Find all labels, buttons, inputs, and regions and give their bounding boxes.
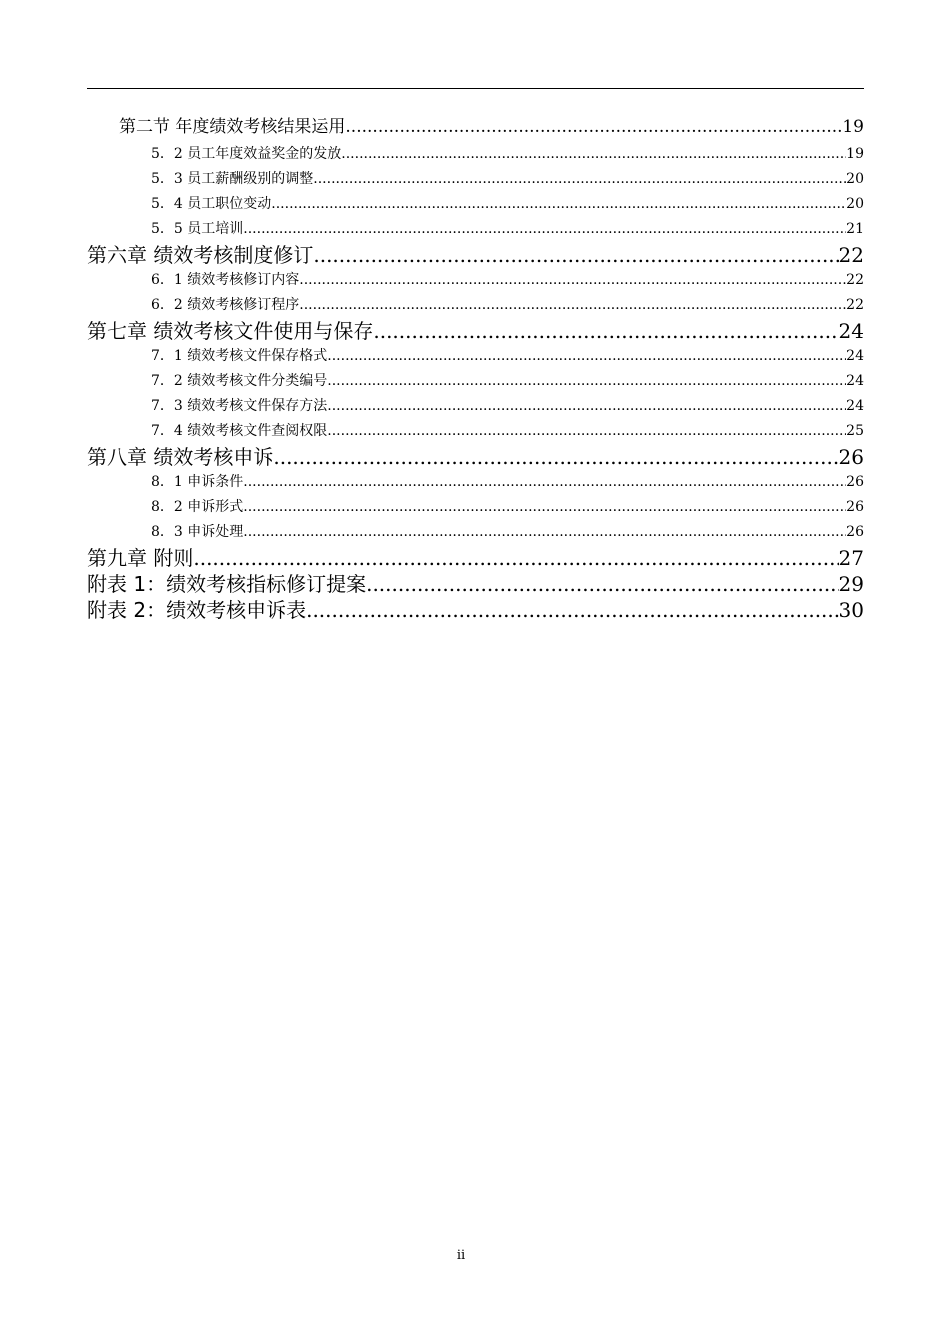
toc-dot-leader <box>243 217 846 242</box>
toc-dot-leader <box>306 597 838 623</box>
toc-entry-page-number: 19 <box>842 117 864 137</box>
toc-entry-label: 7．4 绩效考核文件查阅权限 <box>151 423 328 439</box>
toc-entry-page-number: 30 <box>838 598 864 622</box>
toc-entry-sub[interactable] <box>87 293 864 318</box>
toc-dot-leader <box>345 112 842 142</box>
toc-entry-sub[interactable] <box>87 394 864 419</box>
toc-entry-sub[interactable] <box>87 369 864 394</box>
toc-entry-label: 8．3 申诉处理 <box>151 524 244 540</box>
toc-entry-label: 5．3 员工薪酬级别的调整 <box>151 171 314 187</box>
toc-entry-label: 7．3 绩效考核文件保存方法 <box>151 398 328 414</box>
toc-dot-leader <box>313 242 838 268</box>
toc-entry-label: 7．2 绩效考核文件分类编号 <box>151 373 328 389</box>
toc-entry-page-number: 22 <box>846 297 864 313</box>
toc-entry-chapter[interactable] <box>87 545 864 571</box>
toc-dot-leader <box>299 293 846 318</box>
toc-dot-leader <box>243 520 846 545</box>
toc-entry-page-number: 24 <box>838 319 864 343</box>
toc-entry-sub[interactable] <box>87 192 864 217</box>
toc-dot-leader <box>299 268 846 293</box>
toc-entry-page-number: 20 <box>846 171 864 187</box>
toc-entry-page-number: 20 <box>846 196 864 212</box>
toc-entry-page-number: 21 <box>846 221 864 237</box>
toc-dot-leader <box>327 419 846 444</box>
toc-entry-label: 附表 1：绩效考核指标修订提案 <box>87 572 367 596</box>
toc-dot-leader <box>243 470 846 495</box>
toc-entry-sub[interactable] <box>87 142 864 167</box>
toc-entry-sub[interactable] <box>87 268 864 293</box>
toc-entry-label: 5．2 员工年度效益奖金的发放 <box>151 146 342 162</box>
toc-dot-leader <box>327 369 846 394</box>
toc-entry-page-number: 26 <box>846 474 864 490</box>
toc-entry-label: 7．1 绩效考核文件保存格式 <box>151 348 328 364</box>
toc-entry-sub[interactable] <box>87 419 864 444</box>
toc-dot-leader <box>313 167 846 192</box>
toc-entry-section[interactable] <box>87 112 864 142</box>
toc-entry-label: 第七章 绩效考核文件使用与保存 <box>87 319 374 343</box>
toc-entry-label: 第八章 绩效考核申诉 <box>87 445 274 469</box>
toc-dot-leader <box>366 571 838 597</box>
toc-entry-page-number: 27 <box>838 546 864 570</box>
toc-dot-leader <box>327 394 846 419</box>
toc-entry-label: 8．2 申诉形式 <box>151 499 244 515</box>
toc-dot-leader <box>327 344 846 369</box>
toc-entry-page-number: 22 <box>846 272 864 288</box>
header-rule <box>87 88 864 89</box>
toc-entry-label: 附表 2：绩效考核申诉表 <box>87 598 307 622</box>
toc-entry-page-number: 24 <box>846 398 864 414</box>
toc-entry-label: 第六章 绩效考核制度修订 <box>87 243 314 267</box>
footer-page-number: ii <box>456 1248 466 1263</box>
toc-entry-sub[interactable] <box>87 520 864 545</box>
toc-entry-page-number: 26 <box>846 499 864 515</box>
toc-entry-page-number: 24 <box>846 348 864 364</box>
toc-entry-label: 第二节 年度绩效考核结果运用 <box>119 117 346 137</box>
toc-entry-chapter[interactable] <box>87 444 864 470</box>
toc-entry-label: 第九章 附则 <box>87 546 194 570</box>
toc-dot-leader <box>271 192 846 217</box>
toc-entry-label: 5．4 员工职位变动 <box>151 196 272 212</box>
toc-entry-sub[interactable] <box>87 495 864 520</box>
toc-entry-chapter[interactable] <box>87 242 864 268</box>
toc-entry-page-number: 25 <box>846 423 864 439</box>
toc-entry-page-number: 29 <box>838 572 864 596</box>
toc-dot-leader <box>243 495 846 520</box>
toc-dot-leader <box>373 318 838 344</box>
toc-entry-sub[interactable] <box>87 167 864 192</box>
toc-entry-label: 5．5 员工培训 <box>151 221 244 237</box>
toc-entry-page-number: 22 <box>838 243 864 267</box>
toc-entry-chapter[interactable] <box>87 318 864 344</box>
toc-entry-page-number: 26 <box>846 524 864 540</box>
toc-entry-page-number: 19 <box>846 146 864 162</box>
toc-entry-sub[interactable] <box>87 217 864 242</box>
toc-entry-chapter[interactable] <box>87 597 864 623</box>
toc-entry-chapter[interactable] <box>87 571 864 597</box>
toc-dot-leader <box>193 545 838 571</box>
toc-entry-sub[interactable] <box>87 470 864 495</box>
toc-entry-sub[interactable] <box>87 344 864 369</box>
table-of-contents <box>87 112 864 623</box>
toc-entry-label: 6．1 绩效考核修订内容 <box>151 272 300 288</box>
toc-entry-label: 8．1 申诉条件 <box>151 474 244 490</box>
toc-entry-label: 6．2 绩效考核修订程序 <box>151 297 300 313</box>
toc-entry-page-number: 26 <box>838 445 864 469</box>
toc-dot-leader <box>273 444 838 470</box>
toc-entry-page-number: 24 <box>846 373 864 389</box>
toc-dot-leader <box>341 142 846 167</box>
